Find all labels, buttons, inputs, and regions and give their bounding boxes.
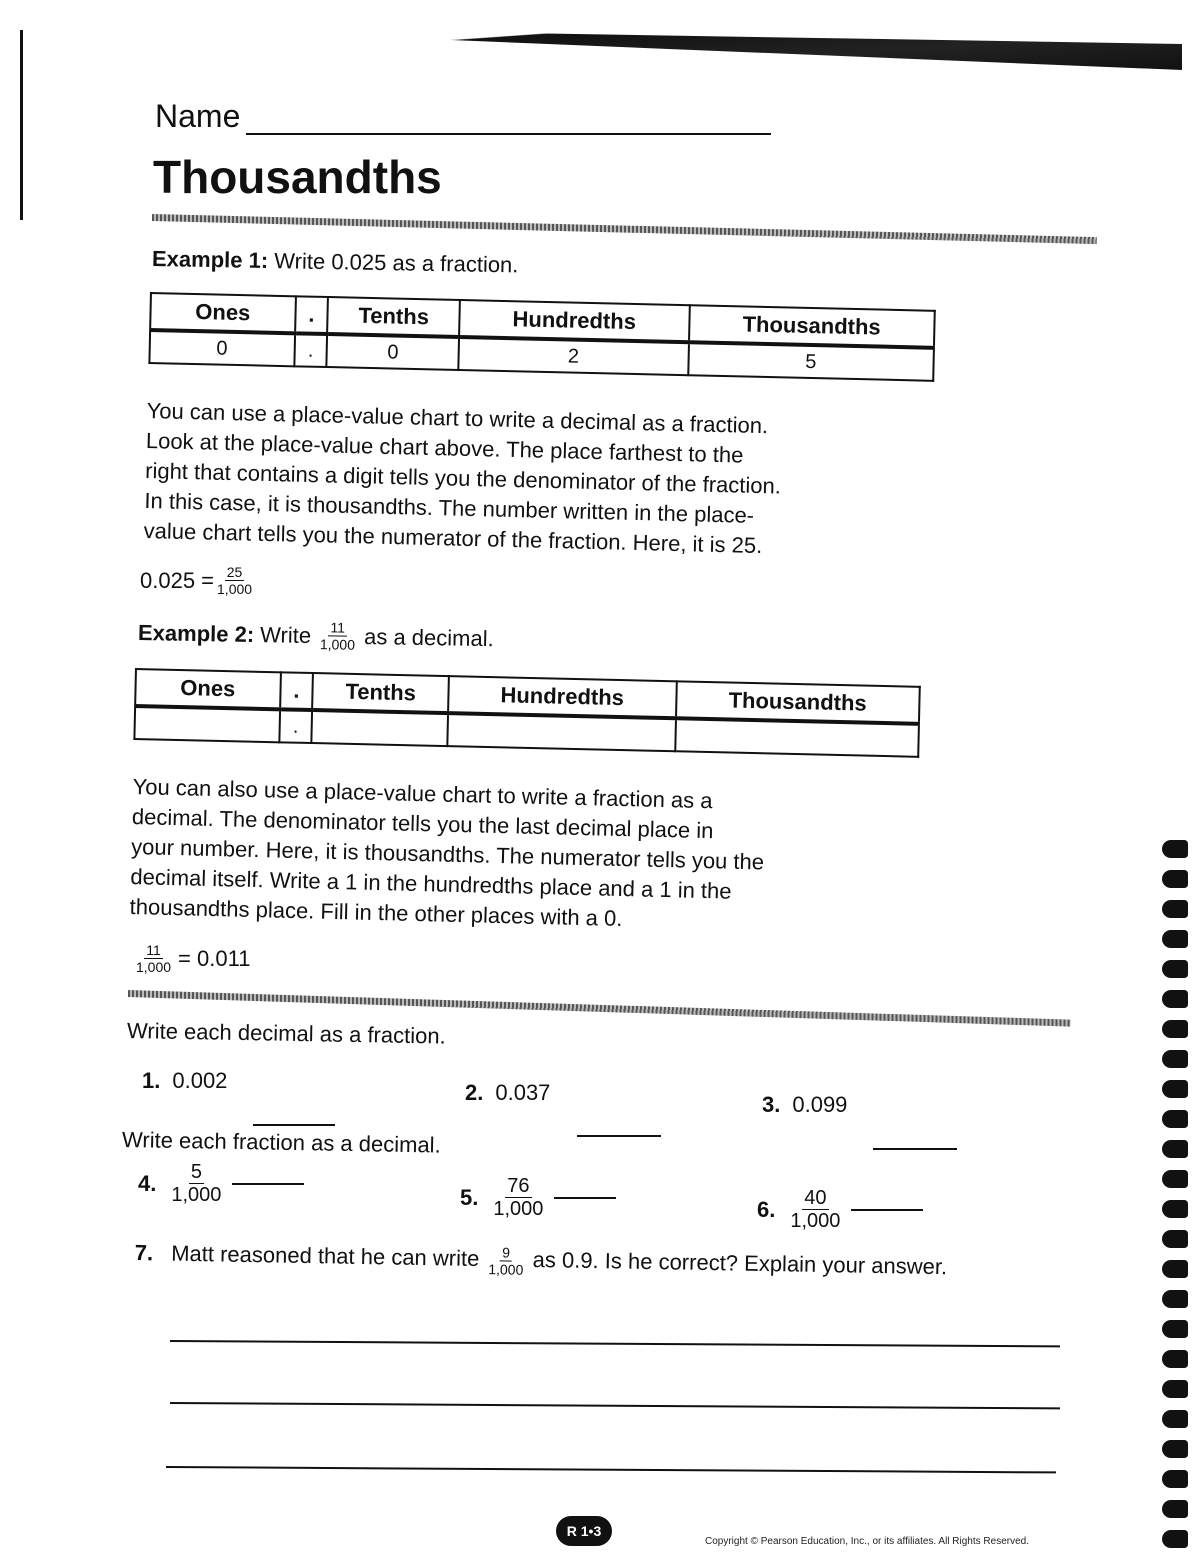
binding-ring xyxy=(1162,1410,1188,1428)
fraction xyxy=(493,1176,543,1219)
denominator: 1,000 xyxy=(493,1198,544,1220)
problem-value: 0.037 xyxy=(495,1080,551,1105)
binding-ring xyxy=(1162,840,1188,858)
example-1-equation xyxy=(140,565,255,596)
chart-header-ones: Ones xyxy=(135,669,280,709)
chart-header-tenths: Tenths xyxy=(312,673,448,713)
question-7-text-after: as 0.9. Is he correct? Explain your answer. xyxy=(532,1246,948,1280)
name-row xyxy=(155,98,771,135)
fraction xyxy=(217,565,252,596)
problem-value: 0.099 xyxy=(792,1092,848,1117)
section-divider xyxy=(152,214,1097,244)
chart-cell-point: . xyxy=(294,333,328,367)
binding-ring xyxy=(1162,1290,1188,1308)
answer-line-1[interactable] xyxy=(253,1124,335,1126)
problem-number: 7. xyxy=(134,1239,154,1266)
question-7-text-before: Matt reasoned that he can write xyxy=(171,1240,480,1272)
numerator: 76 xyxy=(507,1175,530,1197)
chart-cell-ones: 0 xyxy=(149,330,294,366)
copyright-notice: Copyright © Pearson Education, Inc., or its affiliates. All Rights Reserved. xyxy=(705,1536,1030,1547)
fraction xyxy=(488,1245,524,1277)
chart-header-hundredths: Hundredths xyxy=(448,676,676,718)
binding-ring xyxy=(1162,1470,1188,1488)
binding-ring xyxy=(1162,870,1188,888)
problem-4 xyxy=(138,1162,304,1205)
writing-line-1[interactable] xyxy=(170,1340,1060,1347)
numerator: 5 xyxy=(190,1161,202,1183)
chart-header-thousandths: Thousandths xyxy=(689,305,935,348)
binding-ring xyxy=(1162,1110,1188,1128)
problem-1 xyxy=(142,1068,227,1094)
problem-number: 6. xyxy=(757,1196,776,1222)
binding-ring xyxy=(1162,1140,1188,1158)
answer-line-6[interactable] xyxy=(851,1209,923,1211)
chart-cell-hundredths: 2 xyxy=(458,337,688,375)
binding-ring xyxy=(1162,930,1188,948)
example-1-explanation: You can use a place-value chart to write a decimal as a fraction. Look at the place-value chart above. The place farthest to the right that contains a digit tells you the denominator of the fraction. In this case, it is thousandths. The number written in the place- value chart tells you the numerator of the fraction. Here, it is 25. xyxy=(143,397,782,559)
binding-ring xyxy=(1162,1170,1188,1188)
problem-number: 2. xyxy=(465,1080,484,1105)
denominator: 1,000 xyxy=(136,959,172,975)
chart-header-hundredths: Hundredths xyxy=(459,300,689,342)
page-edge-mark xyxy=(20,30,23,220)
example-1-heading xyxy=(152,246,519,278)
denominator: 1,000 xyxy=(319,636,356,653)
problem-number: 4. xyxy=(138,1170,157,1196)
chart-cell-point: . xyxy=(279,709,313,743)
answer-line-3[interactable] xyxy=(873,1148,957,1150)
binding-ring xyxy=(1162,1530,1188,1548)
binding-ring xyxy=(1162,1020,1188,1038)
chart-cell-thousandths: 5 xyxy=(688,342,934,381)
denominator: 1,000 xyxy=(488,1260,524,1278)
problem-2 xyxy=(465,1080,550,1106)
equation-left: 0.025 = xyxy=(140,567,215,593)
chart-header-tenths: Tenths xyxy=(327,297,459,337)
numerator: 9 xyxy=(500,1245,512,1261)
problem-6 xyxy=(757,1188,923,1231)
name-input-line[interactable] xyxy=(246,103,771,135)
answer-line-5[interactable] xyxy=(554,1197,616,1199)
chart-header-point: . xyxy=(295,296,329,334)
numerator: 11 xyxy=(328,620,347,636)
equation-right: = 0.011 xyxy=(178,945,251,971)
fraction xyxy=(320,620,356,652)
binding-ring xyxy=(1162,1350,1188,1368)
binding-ring xyxy=(1162,1050,1188,1068)
binding-ring xyxy=(1162,1380,1188,1398)
page-title: Thousandths xyxy=(153,151,442,203)
binding-ring xyxy=(1162,1260,1188,1278)
binding-ring xyxy=(1162,960,1188,978)
binding-ring xyxy=(1162,1440,1188,1458)
problem-value: 0.002 xyxy=(172,1068,228,1093)
answer-line-2[interactable] xyxy=(577,1135,661,1137)
problem-number: 3. xyxy=(762,1092,781,1117)
answer-line-4[interactable] xyxy=(232,1183,304,1185)
example-2-explanation: You can also use a place-value chart to write a fraction as a decimal. The denominator tells you the last decimal place in your number. Here, it is thousandths. The numerator tells you the decimal itself. Write a 1 in the hundredths place and a 1 in the thousandths place. Fill in the other places with a 0. xyxy=(129,773,765,931)
binding-ring xyxy=(1162,1230,1188,1248)
spiral-binding xyxy=(1162,840,1192,1560)
denominator: 1,000 xyxy=(217,581,253,597)
example-1-prompt: Write 0.025 as a fraction. xyxy=(274,248,519,278)
binding-ring xyxy=(1162,1500,1188,1518)
writing-line-3[interactable] xyxy=(166,1466,1056,1473)
denominator: 1,000 xyxy=(790,1210,841,1232)
denominator: 1,000 xyxy=(171,1184,222,1206)
binding-ring xyxy=(1162,1320,1188,1338)
place-value-chart-1 xyxy=(148,292,935,382)
chart-cell-ones[interactable] xyxy=(134,706,279,742)
example-2-prompt-after: as a decimal. xyxy=(363,623,494,651)
binding-ring xyxy=(1162,1080,1188,1098)
page-number-badge: R 1•3 xyxy=(556,1516,612,1546)
numerator: 25 xyxy=(226,564,243,580)
place-value-chart-2 xyxy=(133,668,920,758)
numerator: 11 xyxy=(146,942,161,958)
section-2-instruction: Write each fraction as a decimal. xyxy=(121,1127,441,1158)
fraction xyxy=(171,1162,221,1205)
example-2-equation xyxy=(133,943,250,974)
fraction xyxy=(136,943,171,974)
problem-3 xyxy=(762,1092,847,1118)
section-1-instruction: Write each decimal as a fraction. xyxy=(126,1018,446,1049)
numerator: 40 xyxy=(804,1187,827,1209)
chart-header-ones: Ones xyxy=(150,293,295,333)
writing-line-2[interactable] xyxy=(170,1402,1060,1409)
chart-header-thousandths: Thousandths xyxy=(675,681,919,724)
fraction xyxy=(790,1188,840,1231)
example-2-label: Example 2: xyxy=(137,619,255,647)
example-2-heading xyxy=(138,617,494,654)
problem-number: 1. xyxy=(142,1068,161,1093)
chart-cell-thousandths[interactable] xyxy=(675,718,919,757)
chart-header-point: . xyxy=(280,672,314,710)
problem-number: 5. xyxy=(460,1184,479,1210)
example-2-prompt-before: Write xyxy=(259,621,312,648)
problem-5 xyxy=(460,1176,616,1219)
chart-cell-tenths: 0 xyxy=(327,334,459,370)
question-7 xyxy=(134,1238,994,1285)
example-1-label: Example 1: xyxy=(151,246,269,274)
top-border-bar xyxy=(362,28,1182,70)
binding-ring xyxy=(1162,900,1188,918)
binding-ring xyxy=(1162,1200,1188,1218)
chart-cell-hundredths[interactable] xyxy=(447,713,675,751)
chart-cell-tenths[interactable] xyxy=(312,710,448,746)
binding-ring xyxy=(1162,990,1188,1008)
name-label: Name xyxy=(155,98,241,134)
